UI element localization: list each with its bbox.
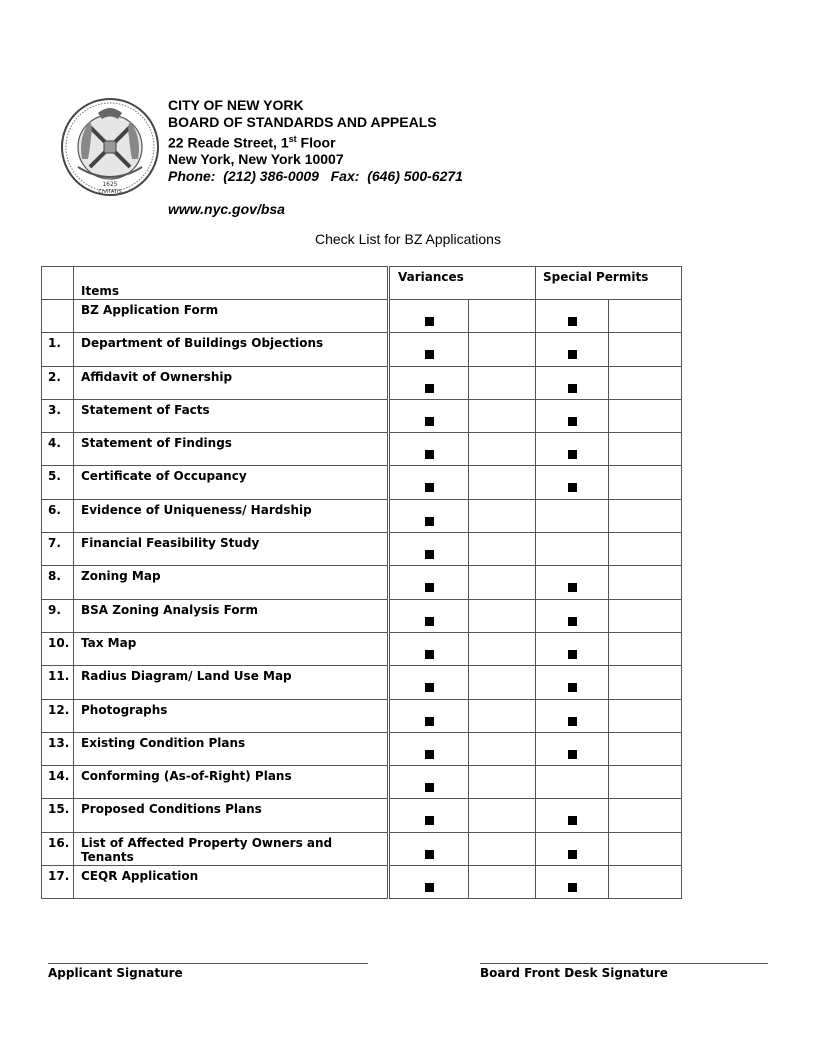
special-permit-blank-cell[interactable] [609, 433, 682, 466]
special-permit-checkbox-cell[interactable] [536, 799, 609, 832]
city-seal [60, 97, 160, 197]
variance-blank-cell[interactable] [469, 766, 536, 799]
special-permit-checkbox-cell[interactable] [536, 533, 609, 566]
variance-blank-cell[interactable] [469, 866, 536, 899]
variance-blank-cell[interactable] [469, 732, 536, 765]
header-phone-fax: Phone: (212) 386-0009 Fax: (646) 500-6271 [168, 167, 463, 184]
special-permit-checkbox-cell[interactable] [536, 632, 609, 665]
table-row [42, 433, 682, 466]
agency-header [168, 97, 463, 217]
item-label: Certificate of Occupancy [74, 466, 389, 499]
special-permit-blank-cell[interactable] [609, 333, 682, 366]
header-city: CITY OF NEW YORK [168, 97, 304, 113]
variances-header: Variances [389, 267, 536, 300]
special-permit-blank-cell[interactable] [609, 399, 682, 432]
table-row [42, 533, 682, 566]
variance-blank-cell[interactable] [469, 533, 536, 566]
table-row [42, 333, 682, 366]
item-number [42, 300, 74, 333]
checkbox-square-icon[interactable] [568, 816, 577, 825]
checkbox-square-icon[interactable] [425, 450, 434, 459]
item-label: Statement of Facts [74, 399, 389, 432]
item-label: Financial Feasibility Study [74, 533, 389, 566]
variance-blank-cell[interactable] [469, 832, 536, 865]
table-row [42, 866, 682, 899]
variance-checkbox-cell[interactable] [389, 366, 469, 399]
special-permit-blank-cell[interactable] [609, 499, 682, 532]
item-number: 11. [42, 666, 74, 699]
item-label: Tax Map [74, 632, 389, 665]
special-permit-checkbox-cell[interactable] [536, 333, 609, 366]
checkbox-square-icon[interactable] [425, 783, 434, 792]
checkbox-square-icon[interactable] [425, 750, 434, 759]
item-label: Conforming (As-of-Right) Plans [74, 766, 389, 799]
special-permits-header: Special Permits [536, 267, 682, 300]
special-permit-blank-cell[interactable] [609, 666, 682, 699]
page-title: Check List for BZ Applications [315, 231, 501, 247]
checkbox-square-icon[interactable] [425, 617, 434, 626]
table-row [42, 699, 682, 732]
variance-blank-cell[interactable] [469, 366, 536, 399]
checkbox-square-icon[interactable] [425, 317, 434, 326]
special-permit-blank-cell[interactable] [609, 732, 682, 765]
variance-blank-cell[interactable] [469, 333, 536, 366]
special-permit-blank-cell[interactable] [609, 533, 682, 566]
header-address: 22 Reade Street, 1st Floor [168, 133, 336, 151]
item-label: Photographs [74, 699, 389, 732]
special-permit-checkbox-cell[interactable] [536, 433, 609, 466]
table-row [42, 366, 682, 399]
variance-blank-cell[interactable] [469, 499, 536, 532]
special-permit-checkbox-cell[interactable] [536, 300, 609, 333]
variance-checkbox-cell[interactable] [389, 632, 469, 665]
checkbox-square-icon[interactable] [568, 617, 577, 626]
table-row [42, 799, 682, 832]
item-label: Affidavit of Ownership [74, 366, 389, 399]
special-permit-blank-cell[interactable] [609, 832, 682, 865]
special-permit-blank-cell[interactable] [609, 766, 682, 799]
item-label: CEQR Application [74, 866, 389, 899]
checkbox-square-icon[interactable] [425, 683, 434, 692]
checkbox-square-icon[interactable] [568, 583, 577, 592]
variance-checkbox-cell[interactable] [389, 300, 469, 333]
item-number: 2. [42, 366, 74, 399]
special-permit-blank-cell[interactable] [609, 799, 682, 832]
special-permit-blank-cell[interactable] [609, 300, 682, 333]
checkbox-square-icon[interactable] [568, 883, 577, 892]
special-permit-checkbox-cell[interactable] [536, 832, 609, 865]
checkbox-square-icon[interactable] [425, 816, 434, 825]
special-permit-blank-cell[interactable] [609, 366, 682, 399]
item-number: 16. [42, 832, 74, 865]
variance-checkbox-cell[interactable] [389, 466, 469, 499]
variance-blank-cell[interactable] [469, 466, 536, 499]
table-row [42, 599, 682, 632]
table-row [42, 832, 682, 865]
special-permit-blank-cell[interactable] [609, 566, 682, 599]
variance-blank-cell[interactable] [469, 699, 536, 732]
header-city-state-zip: New York, New York 10007 [168, 151, 344, 168]
variance-blank-cell[interactable] [469, 433, 536, 466]
items-header: Items [74, 267, 389, 300]
checkbox-square-icon[interactable] [425, 550, 434, 559]
variance-checkbox-cell[interactable] [389, 499, 469, 532]
special-permit-checkbox-cell[interactable] [536, 366, 609, 399]
table-row [42, 566, 682, 599]
item-label: List of Affected Property Owners and Tenants [74, 832, 389, 865]
item-label: Radius Diagram/ Land Use Map [74, 666, 389, 699]
special-permit-checkbox-cell[interactable] [536, 732, 609, 765]
checkbox-square-icon[interactable] [568, 384, 577, 393]
checkbox-square-icon[interactable] [425, 883, 434, 892]
variance-checkbox-cell[interactable] [389, 433, 469, 466]
applicant-signature-label: Applicant Signature [48, 966, 183, 980]
item-label: Zoning Map [74, 566, 389, 599]
item-number: 8. [42, 566, 74, 599]
checkbox-square-icon[interactable] [425, 417, 434, 426]
variance-checkbox-cell[interactable] [389, 566, 469, 599]
checkbox-square-icon[interactable] [568, 483, 577, 492]
variance-checkbox-cell[interactable] [389, 333, 469, 366]
item-number: 12. [42, 699, 74, 732]
variance-checkbox-cell[interactable] [389, 599, 469, 632]
variance-checkbox-cell[interactable] [389, 732, 469, 765]
svg-text:1625: 1625 [102, 181, 118, 188]
item-number: 15. [42, 799, 74, 832]
item-number: 3. [42, 399, 74, 432]
variance-checkbox-cell[interactable] [389, 399, 469, 432]
item-number: 17. [42, 866, 74, 899]
special-permit-blank-cell[interactable] [609, 699, 682, 732]
item-label: Existing Condition Plans [74, 732, 389, 765]
item-number: 7. [42, 533, 74, 566]
checkbox-square-icon[interactable] [568, 717, 577, 726]
front-desk-signature-label: Board Front Desk Signature [480, 966, 668, 980]
table-header-row [42, 267, 682, 300]
variance-blank-cell[interactable] [469, 632, 536, 665]
special-permit-checkbox-cell[interactable] [536, 599, 609, 632]
checkbox-square-icon[interactable] [425, 517, 434, 526]
special-permit-checkbox-cell[interactable] [536, 866, 609, 899]
variance-blank-cell[interactable] [469, 399, 536, 432]
variance-checkbox-cell[interactable] [389, 799, 469, 832]
special-permit-checkbox-cell[interactable] [536, 766, 609, 799]
special-permit-checkbox-cell[interactable] [536, 666, 609, 699]
item-label: BSA Zoning Analysis Form [74, 599, 389, 632]
special-permit-checkbox-cell[interactable] [536, 399, 609, 432]
checkbox-square-icon[interactable] [425, 650, 434, 659]
header-website[interactable]: www.nyc.gov/bsa [168, 200, 285, 217]
variance-blank-cell[interactable] [469, 666, 536, 699]
item-number: 9. [42, 599, 74, 632]
special-permit-checkbox-cell[interactable] [536, 699, 609, 732]
svg-text:CIVITATIS: CIVITATIS [98, 189, 122, 195]
special-permit-checkbox-cell[interactable] [536, 466, 609, 499]
special-permit-blank-cell[interactable] [609, 632, 682, 665]
item-label: Department of Buildings Objections [74, 333, 389, 366]
front-desk-signature[interactable] [480, 963, 768, 980]
item-number: 14. [42, 766, 74, 799]
item-number: 13. [42, 732, 74, 765]
variance-checkbox-cell[interactable] [389, 766, 469, 799]
special-permit-blank-cell[interactable] [609, 599, 682, 632]
checkbox-square-icon[interactable] [425, 384, 434, 393]
table-row [42, 300, 682, 333]
item-number: 4. [42, 433, 74, 466]
applicant-signature[interactable] [48, 963, 368, 980]
checkbox-square-icon[interactable] [425, 583, 434, 592]
table-row [42, 666, 682, 699]
item-label: Statement of Findings [74, 433, 389, 466]
variance-checkbox-cell[interactable] [389, 832, 469, 865]
item-label: Proposed Conditions Plans [74, 799, 389, 832]
item-number: 5. [42, 466, 74, 499]
checklist-table [41, 266, 682, 899]
variance-checkbox-cell[interactable] [389, 666, 469, 699]
table-row [42, 632, 682, 665]
special-permit-blank-cell[interactable] [609, 466, 682, 499]
item-label: BZ Application Form [74, 300, 389, 333]
variance-checkbox-cell[interactable] [389, 533, 469, 566]
item-label: Evidence of Uniqueness/ Hardship [74, 499, 389, 532]
special-permit-blank-cell[interactable] [609, 866, 682, 899]
checkbox-square-icon[interactable] [568, 450, 577, 459]
variance-blank-cell[interactable] [469, 599, 536, 632]
table-row [42, 399, 682, 432]
item-number: 10. [42, 632, 74, 665]
checkbox-square-icon[interactable] [425, 850, 434, 859]
checkbox-square-icon[interactable] [568, 350, 577, 359]
checkbox-square-icon[interactable] [568, 750, 577, 759]
checkbox-square-icon[interactable] [568, 850, 577, 859]
variance-blank-cell[interactable] [469, 566, 536, 599]
city-seal-icon [60, 97, 160, 197]
special-permit-checkbox-cell[interactable] [536, 566, 609, 599]
table-row [42, 499, 682, 532]
variance-checkbox-cell[interactable] [389, 699, 469, 732]
checkbox-square-icon[interactable] [425, 717, 434, 726]
special-permit-checkbox-cell[interactable] [536, 499, 609, 532]
checkbox-square-icon[interactable] [568, 417, 577, 426]
item-number: 6. [42, 499, 74, 532]
checkbox-square-icon[interactable] [568, 317, 577, 326]
checkbox-square-icon[interactable] [425, 350, 434, 359]
table-row [42, 732, 682, 765]
header-board: BOARD OF STANDARDS AND APPEALS [168, 113, 437, 130]
variance-blank-cell[interactable] [469, 799, 536, 832]
checkbox-square-icon[interactable] [568, 683, 577, 692]
table-row [42, 466, 682, 499]
checkbox-square-icon[interactable] [425, 483, 434, 492]
variance-checkbox-cell[interactable] [389, 866, 469, 899]
item-number: 1. [42, 333, 74, 366]
checkbox-square-icon[interactable] [568, 650, 577, 659]
variance-blank-cell[interactable] [469, 300, 536, 333]
table-row [42, 766, 682, 799]
